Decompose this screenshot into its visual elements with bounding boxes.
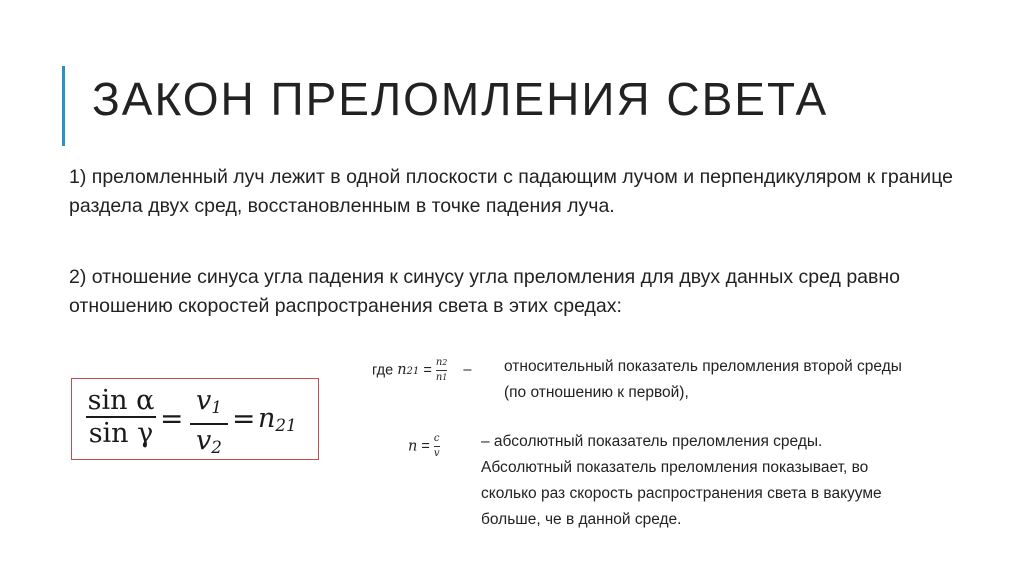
sin-alpha: sin α	[87, 385, 155, 416]
absolute-index-definition	[408, 433, 440, 460]
c-symbol: c	[433, 433, 440, 444]
n-subscript-21: 21	[275, 415, 297, 436]
n-symbol: n	[408, 438, 418, 455]
relative-index-definition	[372, 357, 471, 384]
absolute-index-line-2: Абсолютный показатель преломления показывает, во	[481, 459, 869, 476]
equals-sign-2: =	[232, 402, 256, 435]
v-subscript-2: 2	[211, 436, 222, 457]
paragraph-second-law: 2) отношение синуса угла падения к синусу угла преломления для двух данных сред равно отношению скоростей распространения света в этих средах:	[69, 266, 900, 317]
relative-index-line-1: относительный показатель преломления второй среды	[504, 358, 902, 375]
where-prefix: где	[372, 362, 394, 379]
n2-over-n1-fraction	[436, 357, 448, 384]
v-subscript-1: 1	[211, 397, 222, 418]
n-subscript-21: 21	[406, 366, 420, 378]
absolute-index-line-1: – абсолютный показатель преломления среды.	[481, 433, 823, 450]
paragraph-first-law: 1) преломленный луч лежит в одной плоскости с падающим лучом и перпендикуляром к границе раздела двух сред, восстановленным в точке падения луча.	[69, 166, 953, 217]
v-symbol: v	[196, 424, 212, 456]
sine-ratio-fraction	[86, 385, 156, 449]
v-symbol: v	[196, 385, 212, 416]
equals-sign-1: =	[160, 402, 184, 435]
absolute-index-line-3: сколько раз скорость распространения света в вакууме	[481, 485, 882, 502]
title-accent-bar	[62, 66, 65, 146]
n-symbol: n	[397, 362, 407, 379]
absolute-index-text	[481, 429, 882, 533]
snell-law-formula	[71, 378, 319, 460]
c-over-v-fraction	[434, 433, 440, 460]
v-symbol: v	[433, 448, 440, 459]
velocity-ratio-fraction	[190, 385, 228, 463]
n-symbol: n	[435, 372, 443, 383]
n-symbol: n	[258, 403, 276, 434]
dash: –	[463, 362, 472, 379]
fraction-bar	[436, 370, 448, 371]
subscript-1: 1	[442, 373, 448, 382]
equals-sign: =	[421, 438, 430, 455]
equals-sign: =	[423, 362, 432, 379]
sin-gamma: sin γ	[88, 417, 154, 449]
fraction-bar	[434, 446, 440, 447]
subscript-2: 2	[442, 358, 448, 367]
absolute-index-line-4: больше, че в данной среде.	[481, 511, 682, 528]
relative-index-text	[504, 354, 902, 406]
slide-title: ЗАКОН ПРЕЛОМЛЕНИЯ СВЕТА	[92, 73, 829, 125]
n-symbol: n	[435, 357, 443, 368]
relative-index-line-2: (по отношению к первой),	[504, 384, 689, 401]
